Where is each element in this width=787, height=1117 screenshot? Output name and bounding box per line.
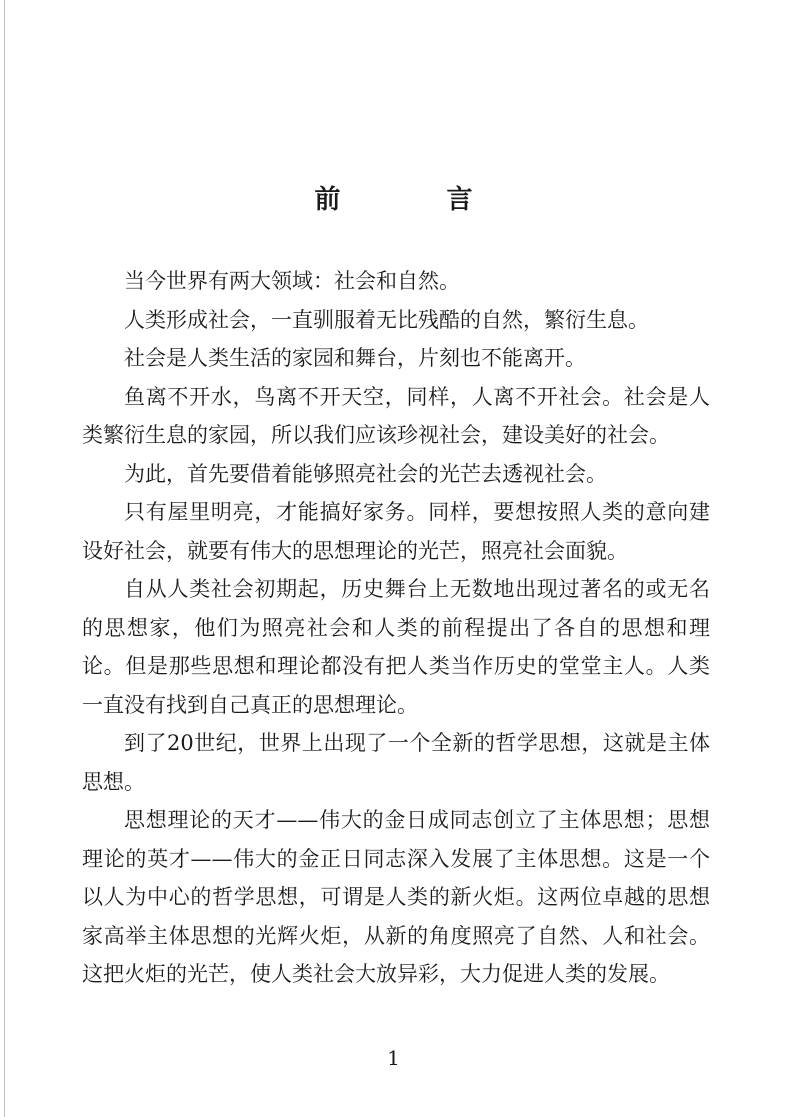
paragraph: 只有屋里明亮，才能搞好家务。同样，要想按照人类的意向建设好社会，就要有伟大的思想理论的光芒，照亮社会面貌。 [82, 500, 710, 563]
paragraph: 社会是人类生活的家园和舞台，片刻也不能离开。 [124, 346, 586, 370]
paragraph: 鱼离不开水，鸟离不开天空，同样，人离不开社会。社会是人类繁衍生息的家园，所以我们应该珍视社会，建设美好的社会。 [82, 384, 710, 447]
paragraph: 为此，首先要借着能够照亮社会的光芒去透视社会。 [124, 461, 607, 486]
paragraph: 思想理论的天才——伟大的金日成同志创立了主体思想；思想理论的英才——伟大的金正日同志深入发展了主体思想。这是一个以人为中心的哲学思想，可谓是人类的新火炬。这两位卓越的思想家高举主体思想的光辉火炬，从新的角度照亮了自然、人和社会。这把火炬的光芒，使人类社会大放异彩，大力促进人类的发展。 [82, 808, 710, 986]
page-left-edge [4, 0, 5, 1117]
paragraph: 自从人类社会初期起，历史舞台上无数地出现过著名的或无名的思想家，他们为照亮社会和人类的前程提出了各自的思想和理论。但是那些思想和理论都没有把人类当作历史的堂堂主人。人类一直没有找到自己真正的思想理论。 [82, 577, 710, 717]
paragraph: 人类形成社会，一直驯服着无比残酷的自然，繁衍生息。 [124, 307, 649, 332]
page-number: 1 [387, 1046, 400, 1070]
paragraph: 当今世界有两大领域：社会和自然。 [124, 269, 460, 293]
paragraph: 到了20世纪，世界上出现了一个全新的哲学思想，这就是主体思想。 [82, 731, 710, 794]
body-text [82, 262, 710, 994]
page-title: 前 言 [314, 185, 513, 215]
